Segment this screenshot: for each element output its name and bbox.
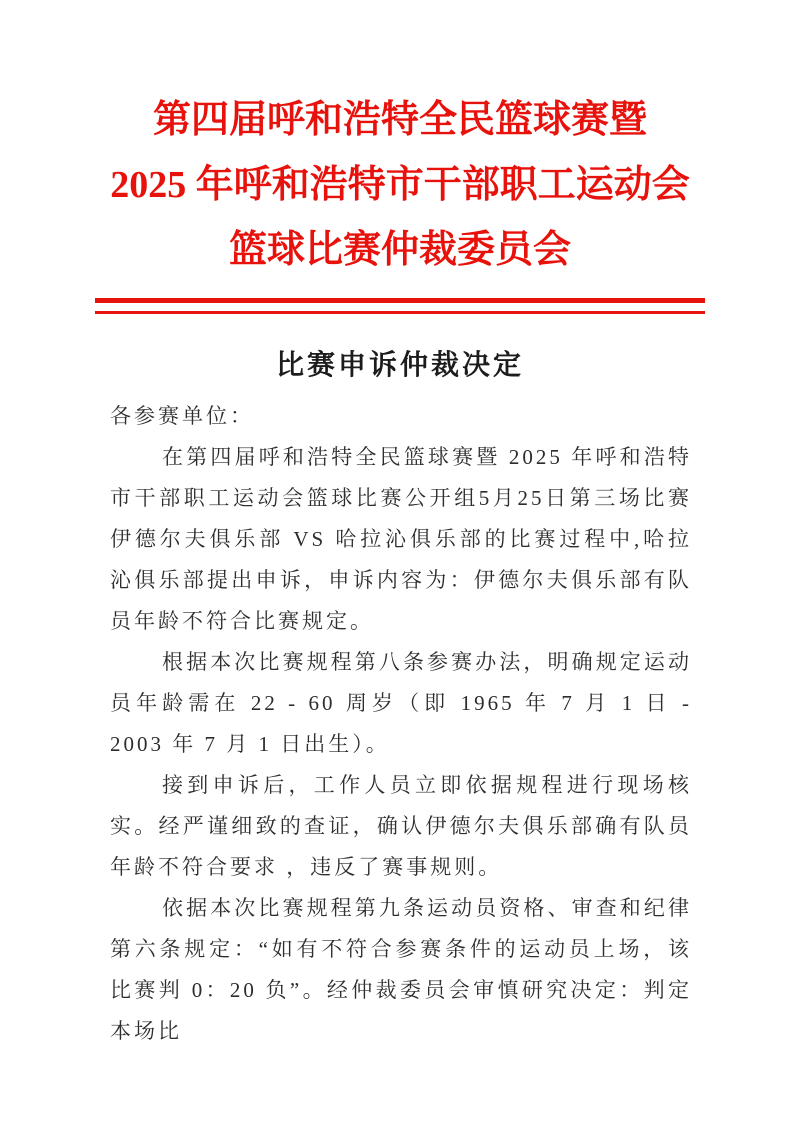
paragraph-2: 根据本次比赛规程第八条参赛办法，明确规定运动员年龄需在 22 - 60 周岁（即 1965 年 7 月 1 日 - 2003 年 7 月 1 日出生）。	[110, 650, 692, 756]
paragraph-1: 在第四届呼和浩特全民篮球赛暨 2025 年呼和浩特市干部职工运动会篮球比赛公开组5月25日第三场比赛伊德尔夫俱乐部 VS 哈拉沁俱乐部的比赛过程中,哈拉沁俱乐部提出申诉，申诉内容为：伊德尔夫俱乐部有队员年龄不符合比赛规定。	[110, 445, 692, 633]
header-line-2: 2025 年呼和浩特市干部职工运动会	[110, 164, 690, 206]
document-title: 比赛申诉仲裁决定	[275, 349, 524, 380]
header-line-1: 第四届呼和浩特全民篮球赛暨	[152, 99, 647, 141]
header-line-3: 篮球比赛仲裁委员会	[228, 229, 571, 271]
document-header	[0, 88, 800, 283]
paragraph-4: 依据本次比赛规程第九条运动员资格、审查和纪律第六条规定：“如有不符合参赛条件的运动员上场，该比赛判 0：20 负”。经仲裁委员会审慎研究决定：判定本场比	[110, 896, 692, 1043]
header-divider	[95, 298, 705, 314]
paragraph-3: 接到申诉后，工作人员立即依据规程进行现场核实。经严谨细致的查证，确认伊德尔夫俱乐部确有队员年龄不符合要求 ，违反了赛事规则。	[110, 773, 692, 879]
divider-thin-line	[95, 311, 705, 314]
document-body	[110, 396, 692, 1052]
salutation: 各参赛单位：	[110, 404, 254, 428]
divider-thick-line	[95, 298, 705, 303]
